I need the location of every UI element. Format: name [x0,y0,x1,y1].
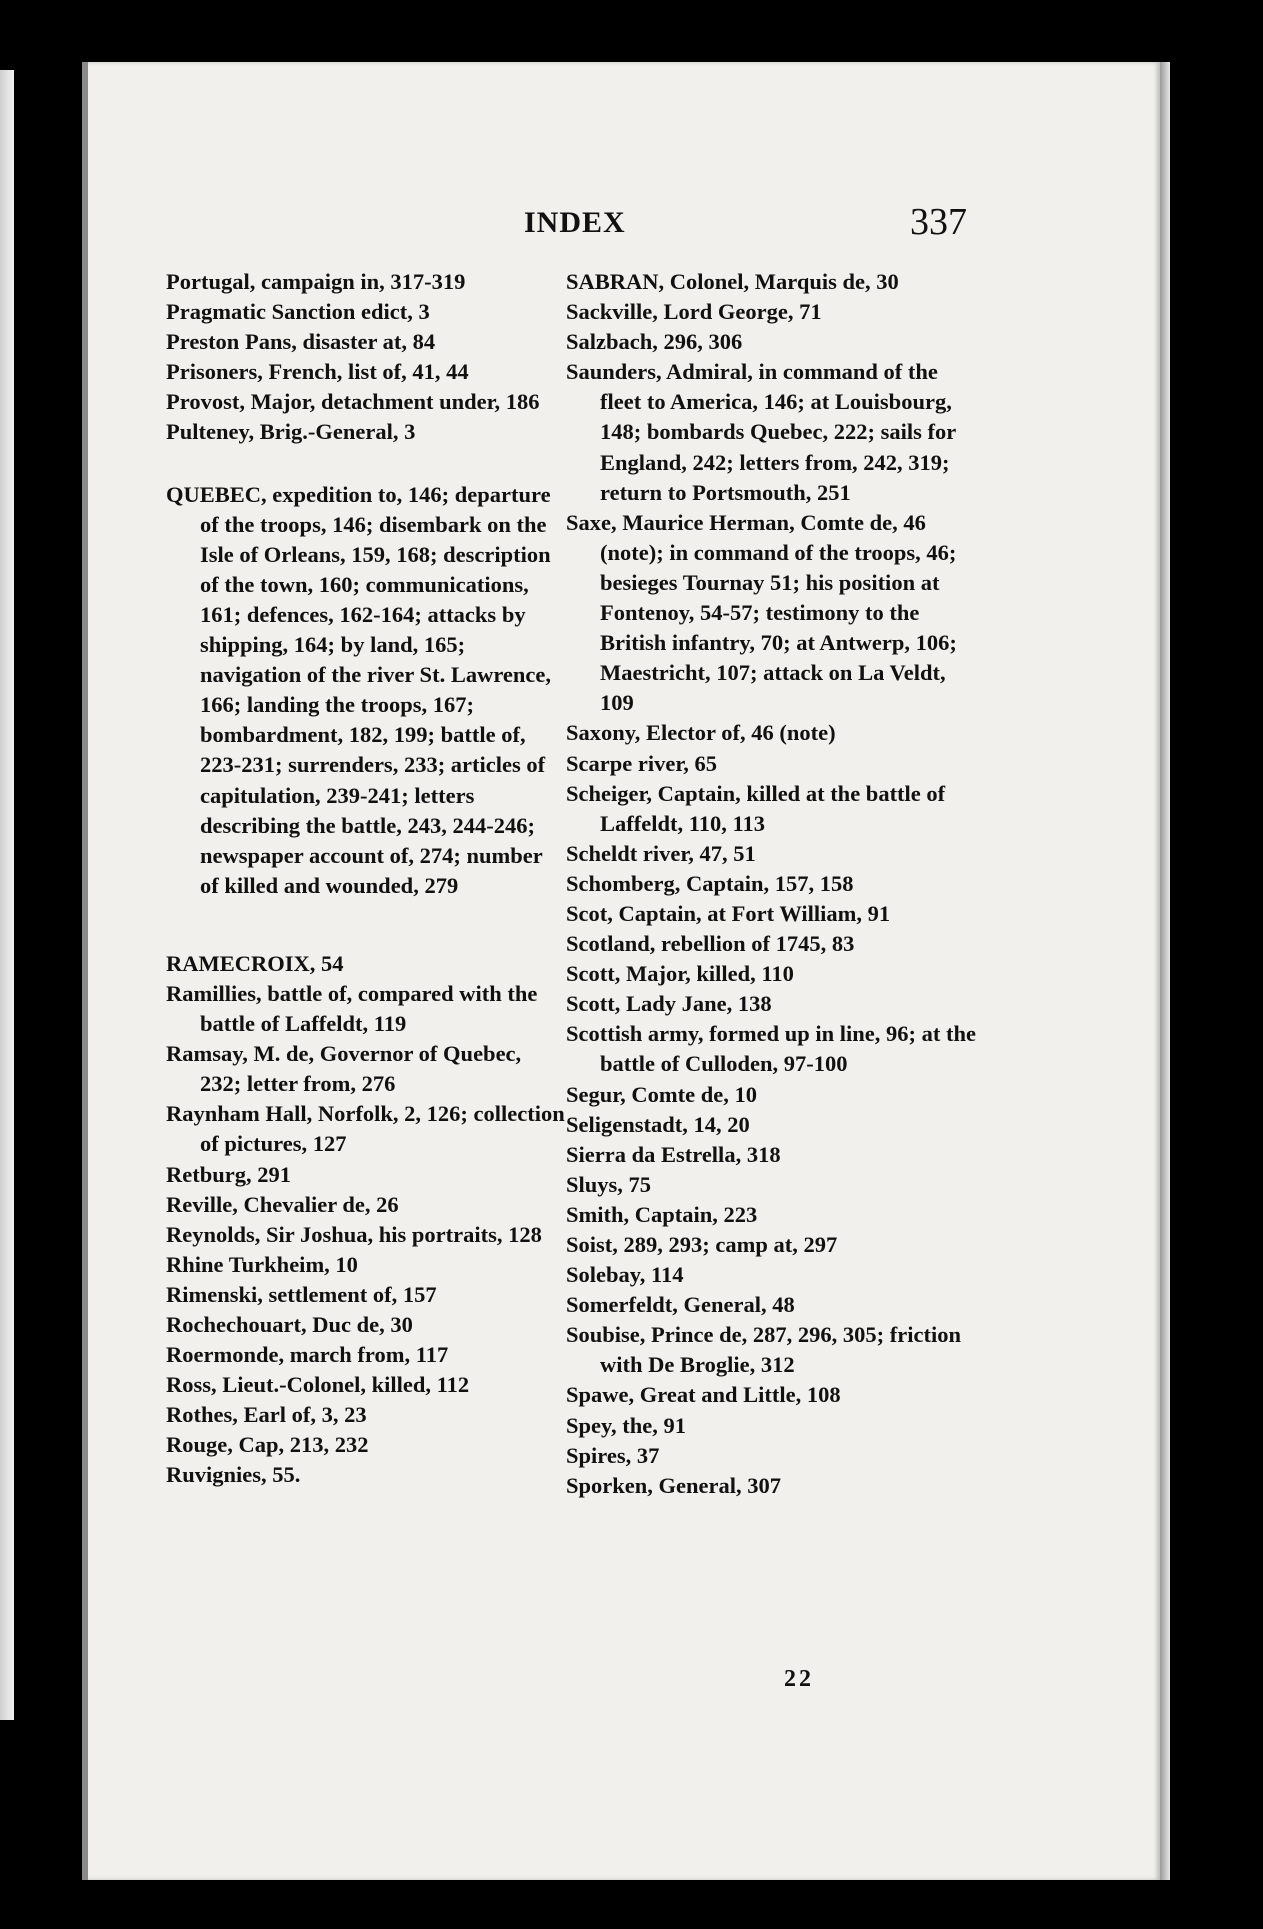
index-entry: Portugal, campaign in, 317-319 [166,269,466,294]
book-page [82,62,1160,1880]
index-entry: Salzbach, 296, 306 [566,329,743,355]
index-entry: QUEBEC, expedition to, 146; departure of the troops, 146; disembark on the Isle of Orleans, 159, 168; description of the town, 160; communications, 161; defences, 162-164; attacks by shipping, 164; by land, 165; navigation of the river St. Lawrence, 166; landing the troops, 167; bombardment, 182, 199; battle of, 223-231; surrenders, 233; articles of capitulation, 239-241; letters describing the battle, 243, 244-246; newspaper account of, 274; number of killed and wounded, 279 [166,481,552,898]
signature-mark: 22 [784,1666,814,1692]
index-entry: Segur, Comte de, 10 [566,1081,758,1107]
index-entry: Scarpe river, 65 [566,750,718,776]
index-entry: RAMECROIX, 54 [166,950,344,976]
index-entry: Sporken, General, 307 [566,1472,782,1498]
index-entry: Spires, 37 [566,1442,660,1468]
index-entry: Soubise, Prince de, 287, 296, 305; friction with De Broglie, 312 [566,1322,961,1378]
index-entry: Saxe, Maurice Herman, Comte de, 46 (note); in command of the troops, 46; besieges Tournay 51; his position at Fontenoy, 54-57; testimony to the British infantry, 70; at Antwerp, 106; Maestricht, 107; attack on La Veldt, 109 [566,509,957,716]
index-entry: Preston Pans, disaster at, 84 [166,329,436,355]
index-entry: Scott, Major, killed, 110 [566,961,794,987]
index-entry: Saunders, Admiral, in command of the fleet to America, 146; at Louisbourg, 148; bombards Quebec, 222; sails for England, 242; letters from, 242, 319; return to Portsmouth, 251 [566,359,956,505]
index-entry: Ruvignies, 55. [166,1462,301,1488]
index-entry: Pragmatic Sanction edict, 3 [166,299,430,325]
index-entry: Scheldt river, 47, 51 [566,840,756,866]
index-entry: Scottish army, formed up in line, 96; at the battle of Culloden, 97-100 [566,1021,976,1077]
index-column-right [566,267,976,1501]
index-entry: Soist, 289, 293; camp at, 297 [566,1232,838,1257]
running-head: INDEX [524,206,626,239]
page-number: 337 [910,201,967,243]
index-entry: Prisoners, French, list of, 41, 44 [166,359,469,385]
index-entry: Schomberg, Captain, 157, 158 [566,870,854,896]
page-header [82,200,1160,260]
index-entry: Somerfeldt, General, 48 [566,1292,795,1318]
index-entry: Ramillies, battle of, compared with the battle of Laffeldt, 119 [166,980,538,1037]
index-entry: Rouge, Cap, 213, 232 [166,1432,369,1458]
index-entry: Rochechouart, Duc de, 30 [166,1312,413,1337]
index-entry: Provost, Major, detachment under, 186 [166,389,540,415]
index-entry: Raynham Hall, Norfolk, 2, 126; collection of pictures, 127 [166,1101,565,1157]
index-entry: Sackville, Lord George, 71 [566,299,822,325]
index-entry: Scott, Lady Jane, 138 [566,991,772,1017]
index-entry: Ramsay, M. de, Governor of Quebec, 232; letter from, 276 [166,1041,522,1097]
index-entry: Smith, Captain, 223 [566,1201,758,1227]
page-edge-shadow [1160,62,1170,1880]
index-entry: Scheiger, Captain, killed at the battle of Laffeldt, 110, 113 [566,780,946,836]
index-entry: Scot, Captain, at Fort William, 91 [566,900,891,926]
index-entry: Reville, Chevalier de, 26 [166,1191,399,1217]
index-column-left [166,267,566,1491]
index-entry: Retburg, 291 [166,1161,291,1187]
index-entry: Ross, Lieut.-Colonel, killed, 112 [166,1372,470,1398]
index-entry: Scotland, rebellion of 1745, 83 [566,931,855,957]
adjacent-page-edge [0,70,14,1720]
index-entry: Spawe, Great and Little, 108 [566,1382,841,1408]
index-entry: Saxony, Elector of, 46 (note) [566,720,836,746]
index-entry: Pulteney, Brig.-General, 3 [166,419,416,445]
index-entry: Sierra da Estrella, 318 [566,1141,781,1167]
index-entry: Sluys, 75 [566,1171,652,1197]
index-entry: Reynolds, Sir Joshua, his portraits, 128 [166,1221,542,1247]
index-entry: Roermonde, march from, 117 [166,1342,449,1368]
index-entry: Seligenstadt, 14, 20 [566,1111,750,1137]
index-entry: Spey, the, 91 [566,1412,687,1438]
index-entry: Rimenski, settlement of, 157 [166,1281,437,1307]
index-entry: Rothes, Earl of, 3, 23 [166,1402,367,1428]
index-entry: Rhine Turkheim, 10 [166,1251,358,1277]
index-entry: SABRAN, Colonel, Marquis de, 30 [566,269,899,294]
index-entry: Solebay, 114 [566,1262,684,1288]
